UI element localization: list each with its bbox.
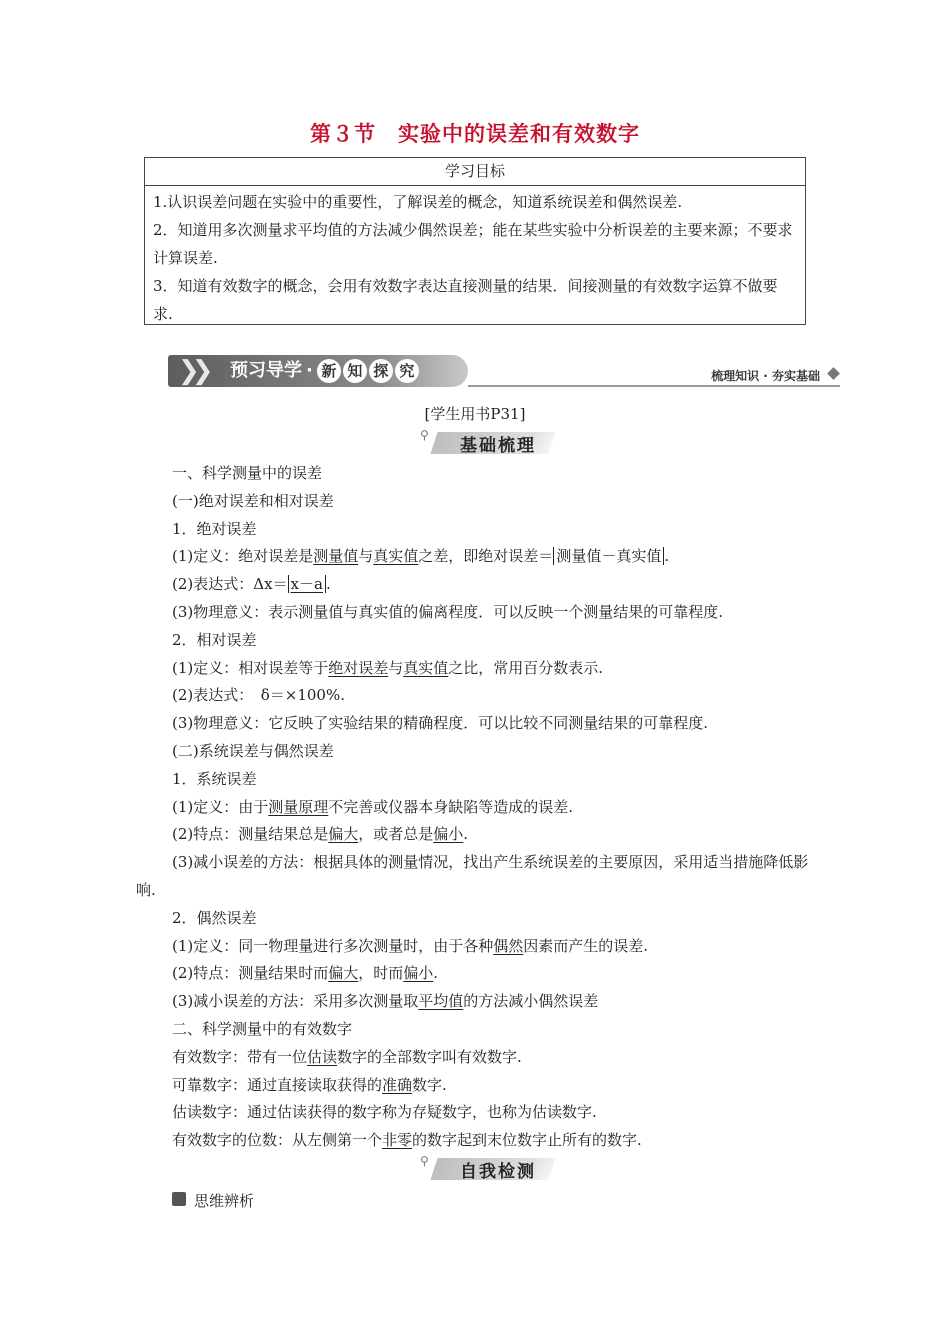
banner-char: 新 bbox=[317, 359, 341, 383]
goal-item: 2．知道用多次测量求平均值的方法减少偶然误差；能在某些实验中分析误差的主要来源；不要求计算误差. bbox=[153, 221, 793, 267]
underlined-answer: 测量值 bbox=[313, 547, 359, 566]
text-line: (3)物理意义：它反映了实验结果的精确程度．可以比较不同测量结果的可靠程度. bbox=[172, 714, 709, 733]
page-title: 第３节 实验中的误差和有效数字 bbox=[310, 122, 640, 146]
text-line: (二)系统误差与偶然误差 bbox=[172, 741, 334, 760]
text-line: (1)定义：相对误差等于绝对误差与真实值之比，常用百分数表示. bbox=[172, 658, 604, 677]
learning-goals-header: 学习目标 bbox=[145, 158, 805, 186]
banner-char: 究 bbox=[395, 359, 419, 383]
underlined-answer: 非零 bbox=[382, 1131, 413, 1150]
goal-item: 3．知道有效数字的概念，会用有效数字表达直接测量的结果．间接测量的有效数字运算不做要求. bbox=[153, 277, 778, 323]
underlined-answer: 测量原理 bbox=[268, 797, 329, 816]
square-bullet-icon bbox=[172, 1192, 186, 1206]
text-line: (2)特点：测量结果时而偏大，时而偏小. bbox=[172, 964, 439, 983]
text-line: 可靠数字：通过直接读取获得的准确数字. bbox=[172, 1075, 447, 1094]
text-line: (2)表达式： δ＝×100%. bbox=[172, 686, 345, 705]
text-line: 2．偶然误差 bbox=[172, 908, 257, 927]
content-body bbox=[136, 460, 826, 1155]
banner-char: 探 bbox=[369, 359, 393, 383]
banner-title-a: 预习导学 bbox=[230, 360, 302, 381]
banner-title bbox=[230, 355, 421, 387]
text-line: 有效数字的位数：从左侧第一个非零的数字起到末位数字止所有的数字. bbox=[172, 1131, 642, 1150]
section-banner bbox=[168, 355, 840, 389]
key-icon: ⚲ bbox=[420, 1154, 429, 1168]
text-line: (1)定义：绝对误差是测量值与真实值之差，即绝对误差＝ 测量值－真实值 . bbox=[172, 547, 670, 566]
underlined-answer: x－a bbox=[288, 575, 326, 593]
underlined-answer: 平均值 bbox=[418, 992, 464, 1011]
underlined-answer: 真实值 bbox=[373, 547, 419, 566]
underlined-answer: 偶然 bbox=[493, 936, 524, 955]
text-line: (2)特点：测量结果总是偏大，或者总是偏小. bbox=[172, 825, 469, 844]
underlined-answer: 偏小 bbox=[403, 964, 434, 983]
page-reference: [学生用书P31] bbox=[424, 405, 526, 423]
subsection-label: 思维辨析 bbox=[194, 1192, 255, 1210]
text-line: (一)绝对误差和相对误差 bbox=[172, 491, 334, 510]
banner-subtitle: 梳理知识 · 夯实基础 bbox=[711, 369, 820, 383]
section-tag-label: 基础梳理 bbox=[460, 436, 536, 456]
underlined-answer: 绝对误差 bbox=[328, 658, 389, 677]
text-line: (1)定义：由于测量原理不完善或仪器本身缺陷等造成的误差. bbox=[172, 797, 574, 816]
banner-rule bbox=[468, 385, 840, 387]
section-tag-self-check bbox=[420, 1156, 560, 1182]
diamond-icon bbox=[827, 367, 840, 380]
text-line: 2．相对误差 bbox=[172, 630, 257, 649]
banner-char: 知 bbox=[343, 359, 367, 383]
underlined-answer: 估读 bbox=[307, 1047, 338, 1066]
underlined-answer: 真实值 bbox=[403, 658, 449, 677]
text-line: 一、科学测量中的误差 bbox=[172, 464, 323, 482]
text-line: 二、科学测量中的有效数字 bbox=[172, 1019, 353, 1038]
underlined-answer: 偏小 bbox=[433, 825, 464, 844]
section-tag-basics bbox=[420, 430, 560, 456]
underlined-answer: 准确 bbox=[382, 1075, 413, 1094]
text-line: 有效数字：带有一位估读数字的全部数字叫有效数字. bbox=[172, 1047, 522, 1066]
chevron-right-icon: ❯❯ bbox=[178, 356, 206, 386]
goal-item: 1.认识误差问题在实验中的重要性，了解误差的概念，知道系统误差和偶然误差. bbox=[153, 193, 683, 211]
text-line: (2)表达式：Δx＝ x－a . bbox=[172, 575, 331, 594]
text-line: 估读数字：通过估读获得的数字称为存疑数字，也称为估读数字. bbox=[172, 1103, 597, 1122]
underlined-answer: 偏大 bbox=[328, 964, 359, 983]
section-tag-label: 自我检测 bbox=[460, 1162, 536, 1182]
key-icon: ⚲ bbox=[420, 428, 429, 442]
text-line: (3)物理意义：表示测量值与真实值的偏离程度．可以反映一个测量结果的可靠程度. bbox=[172, 602, 724, 621]
text-line: (1)定义：同一物理量进行多次测量时，由于各种偶然因素而产生的误差. bbox=[172, 936, 649, 955]
learning-goals-box bbox=[144, 157, 806, 325]
absolute-value: 测量值－真实值 bbox=[553, 547, 664, 565]
banner-dot: · bbox=[306, 360, 313, 381]
text-line: (3)减小误差的方法：采用多次测量取平均值的方法减小偶然误差 bbox=[172, 992, 599, 1011]
underlined-answer: 偏大 bbox=[328, 825, 359, 844]
text-line: 1．绝对误差 bbox=[172, 519, 257, 538]
text-line: 1．系统误差 bbox=[172, 769, 257, 788]
text-line: (3)减小误差的方法：根据具体的测量情况，找出产生系统误差的主要原因，采用适当措施降低影响. bbox=[136, 853, 809, 899]
